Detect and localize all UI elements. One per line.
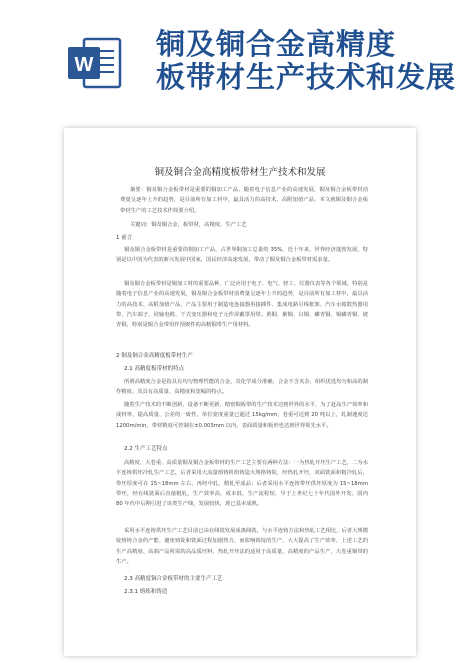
page-fade-overlay	[64, 608, 416, 656]
banner-title	[156, 28, 468, 94]
section-2-3-1-heading: 2.3.1 熔炼和铸造	[124, 589, 168, 595]
document-page	[64, 128, 416, 656]
document-title: 铜及铜合金高精度板带材生产技术和发展	[154, 167, 326, 178]
section-2-2-paragraph-1: 高精度、大卷重、高质量铜及铜合金板带材的生产工艺主要有两种方法：一为热轧开坯生产工艺，二为水平连铸供坯冷轧生产工艺，后者采用大流量熔铸机组铸造大规格铸锭，经热轧开坯，双面铣面和粗冷轧后，带坯厚度可在 15~18mm 左右，再经中轧、精轧至成品；后者采用水平连铸带坯供坯厚度为 15~18mm 带坯，经在线铣面后直接粗轧，生产效率高、成本低、生产流程短，早于上世纪七十年代国外开发、国内 80 年代中后期引进了该类生产线，发展较快，现已基本成熟。	[116, 460, 368, 508]
word-document-icon	[66, 35, 122, 91]
section-2-2-paragraph-2: 采用水平连铸供坯生产工艺目前已由在线铣发展成离线铣，与水平连铸方法和热轧工艺相比，后者大规模锭熔铸合金的产能、避免铸锭和铣面过程加剧热力，而影响铸锭的生产，大大提高了生产效率，上述工艺的生产高精度、高端产品所需的高品质坯料，热轧开坯法的适用于高质量、高精度的产品生产，大卷重铜带的生产。	[116, 528, 368, 565]
banner-title-line-1: 铜及铜合金高精度	[156, 27, 397, 61]
app-icon-letter: W	[74, 54, 94, 76]
abstract-paragraph: 摘要：铜及铜合金板带材是重要的铜加工产品，随着电子信息产业的高速发展，铜及铜合金板带材消费量呈逐年上升的趋势，是目前所有加工材中，最具活力的高技术、高附加值产品，本文就铜及铜合金板带材生产的工艺技术作简要介绍。	[120, 187, 368, 214]
section-2-1-paragraph-2: 随着生产技术的不断创新，设备不断更新，精密铜板带的生产技术达到世界的水平，为了赶高生产效率和成材率，提高质量、公差的一致性，单位宽度重量已超过 15kg/mm，卷重可达到 20 吨以上，轧制速度达 1200m/min，带材精度可控制在±0.003mm 以内，表面质量和板形也达到世界领先水平。	[116, 402, 368, 429]
section-2-2-heading: 2.2 生产工艺特点	[124, 446, 168, 452]
section-1-heading: 1 前言	[116, 235, 133, 241]
section-1-paragraph-1: 铜及铜合金板带材是重要的铜加工产品，占世界铜加工总量的 35%，近十年来，世界经济蓬勃发展，特别是以中国为代表的新兴发展中国家，国民经济高速发展，带动了铜及铜合金板带材需求量。	[116, 247, 368, 264]
section-2-1-paragraph-1: 所谓高精度合金是指具有均匀物理性能的合金，其化学成分准确，合金不含夹杂，组织优选均匀和高的制作精度、其具有高质量、高精度和宽幅的特点。	[116, 379, 368, 396]
section-2-3-heading: 2.3 高精度铜合金板带材的主要生产工艺	[124, 576, 223, 582]
section-2-1-heading: 2.1 高精度板带材的特点	[124, 366, 184, 372]
section-2-heading: 2 铜及铜合金高精度板带材生产	[116, 353, 193, 359]
keywords-line: 关键词：铜及铜合金，板带材，高精度，生产工艺	[130, 222, 247, 228]
banner-title-line-2: 板带材生产技术和发展	[156, 60, 457, 94]
section-1-paragraph-2: 铜及铜合金板带材是铜加工材的重要品种，广泛应用于电子、电气、轻工、仪器仪表等各个领域，特别是随着电子信息产业的高速发展，铜及铜合金板带材消费量呈逐年上升的趋势，是目前所有加工材中，最具活力的高技术、高附加值产品，产品主要用于制造电连接器用接插件、集成电路引线框架、汽车水箱散热器用带、汽车端子、同轴电缆、干式变压器和电子元件屏蔽罩用带。黄铜、紫铜、白铜、磷青铜、锡磷青铜、铍青铜，特别是铜合金带用作预镀件的高精铜带生产用材料。	[116, 281, 368, 329]
document-banner	[0, 0, 474, 125]
